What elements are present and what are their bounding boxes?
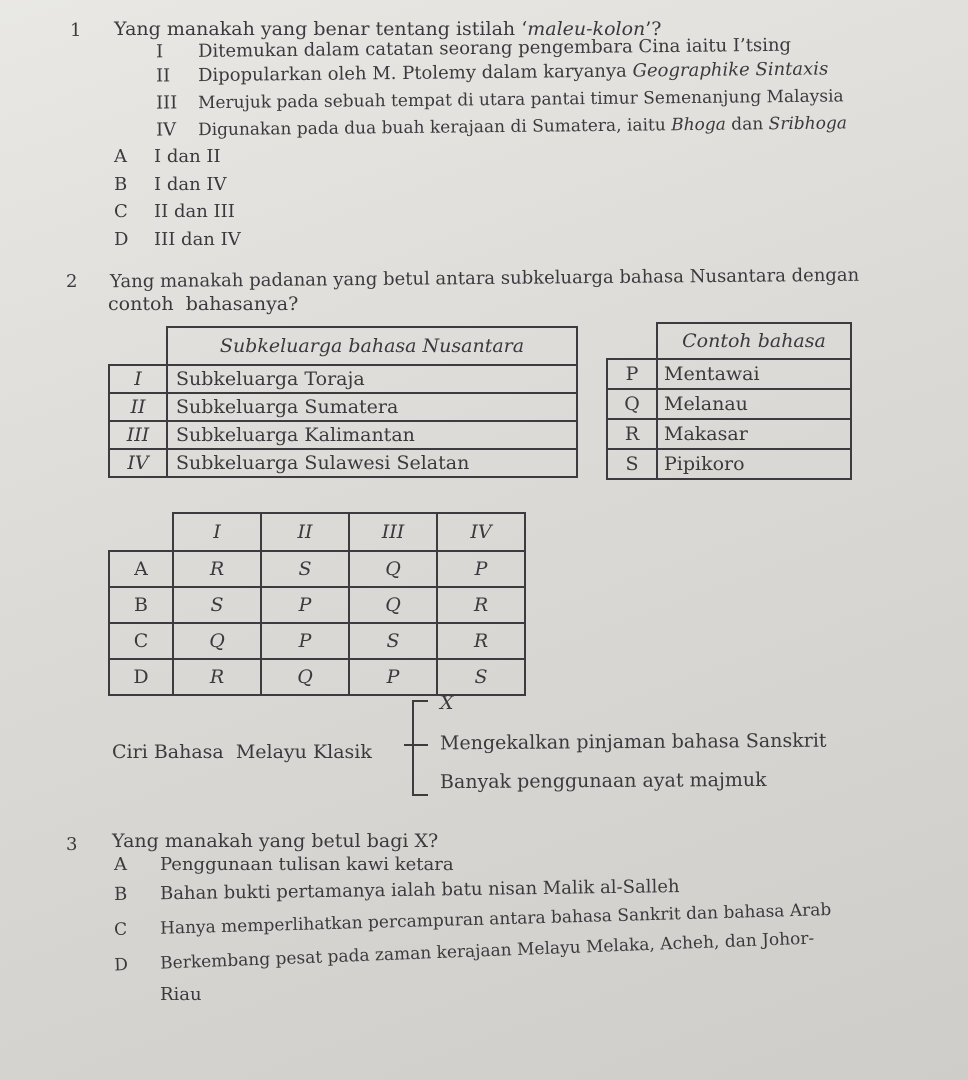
q1-option-b: B I dan IV xyxy=(114,174,227,195)
table-row: D R Q P S xyxy=(109,659,525,695)
subkeluarga-table xyxy=(108,326,578,478)
contoh-bahasa-header: Contoh bahasa xyxy=(657,323,851,359)
question-2-stem-line1: Yang manakah padanan yang betul antara subkeluarga bahasa Nusantara dengan xyxy=(109,264,860,293)
q3-option-d: D Berkembang pesat pada zaman kerajaan Melayu Melaka, Acheh, dan Johor- xyxy=(113,928,815,976)
ciri-item-2: Mengekalkan pinjaman bahasa Sanskrit xyxy=(439,729,827,755)
column-header: I xyxy=(173,513,261,551)
statement-iv: IV Digunakan pada dua buah kerajaan di Sumatera, iaitu Bhoga dan Sribhoga xyxy=(155,113,848,141)
q3-option-a: A Penggunaan tulisan kawi ketara xyxy=(114,854,454,875)
table-row: IV Subkeluarga Sulawesi Selatan xyxy=(109,449,577,477)
ciri-label: Ciri Bahasa Melayu Klasik xyxy=(112,741,372,763)
question-2-stem-line2: contoh bahasanya? xyxy=(108,293,299,315)
q1-option-a: A I dan II xyxy=(114,146,221,167)
ciri-item-3: Banyak penggunaan ayat majmuk xyxy=(439,768,767,794)
ciri-item-x: X xyxy=(440,692,454,714)
question-3-number: 3 xyxy=(66,834,78,855)
q1-option-c: C II dan III xyxy=(114,201,235,222)
table-row: II Subkeluarga Sumatera xyxy=(109,393,577,421)
statement-i: I Ditemukan dalam catatan seorang pengembara Cina iaitu I’tsing xyxy=(155,34,792,63)
statement-ii: II Dipopularkan oleh M. Ptolemy dalam karyanya Geographike Sintaxis xyxy=(155,58,829,87)
q1-option-d: D III dan IV xyxy=(114,229,241,250)
table-row: P Mentawai xyxy=(607,359,851,389)
table-row: B S P Q R xyxy=(109,587,525,623)
column-header: IV xyxy=(437,513,525,551)
bracket-center-tick xyxy=(404,744,428,746)
question-1-stem: Yang manakah yang benar tentang istilah ‘maleu-kolon’? xyxy=(114,18,662,40)
table-row: R Makasar xyxy=(607,419,851,449)
column-header: II xyxy=(261,513,349,551)
q3-option-b: B Bahan bukti pertamanya ialah batu nisan Malik al-Salleh xyxy=(113,876,680,905)
question-2-number: 2 xyxy=(66,271,78,292)
table-row: C Q P S R xyxy=(109,623,525,659)
answer-grid-table xyxy=(108,512,526,696)
q3-option-c: C Hanya memperlihatkan percampuran antara bahasa Sankrit dan bahasa Arab xyxy=(113,899,832,941)
column-header: III xyxy=(349,513,437,551)
subkeluarga-header: Subkeluarga bahasa Nusantara xyxy=(167,327,577,365)
table-row: III Subkeluarga Kalimantan xyxy=(109,421,577,449)
bracket-line xyxy=(412,700,428,796)
contoh-bahasa-table xyxy=(606,322,852,480)
statement-iii: III Merujuk pada sebuah tempat di utara pantai timur Semenanjung Malaysia xyxy=(155,86,844,114)
table-row: I Subkeluarga Toraja xyxy=(109,365,577,393)
question-1-number: 1 xyxy=(70,20,82,41)
table-row: S Pipikoro xyxy=(607,449,851,479)
q3-option-d-line2: Riau xyxy=(160,984,202,1005)
table-row: A R S Q P xyxy=(109,551,525,587)
table-row: Q Melanau xyxy=(607,389,851,419)
question-3-stem: Yang manakah yang betul bagi X? xyxy=(112,830,439,852)
